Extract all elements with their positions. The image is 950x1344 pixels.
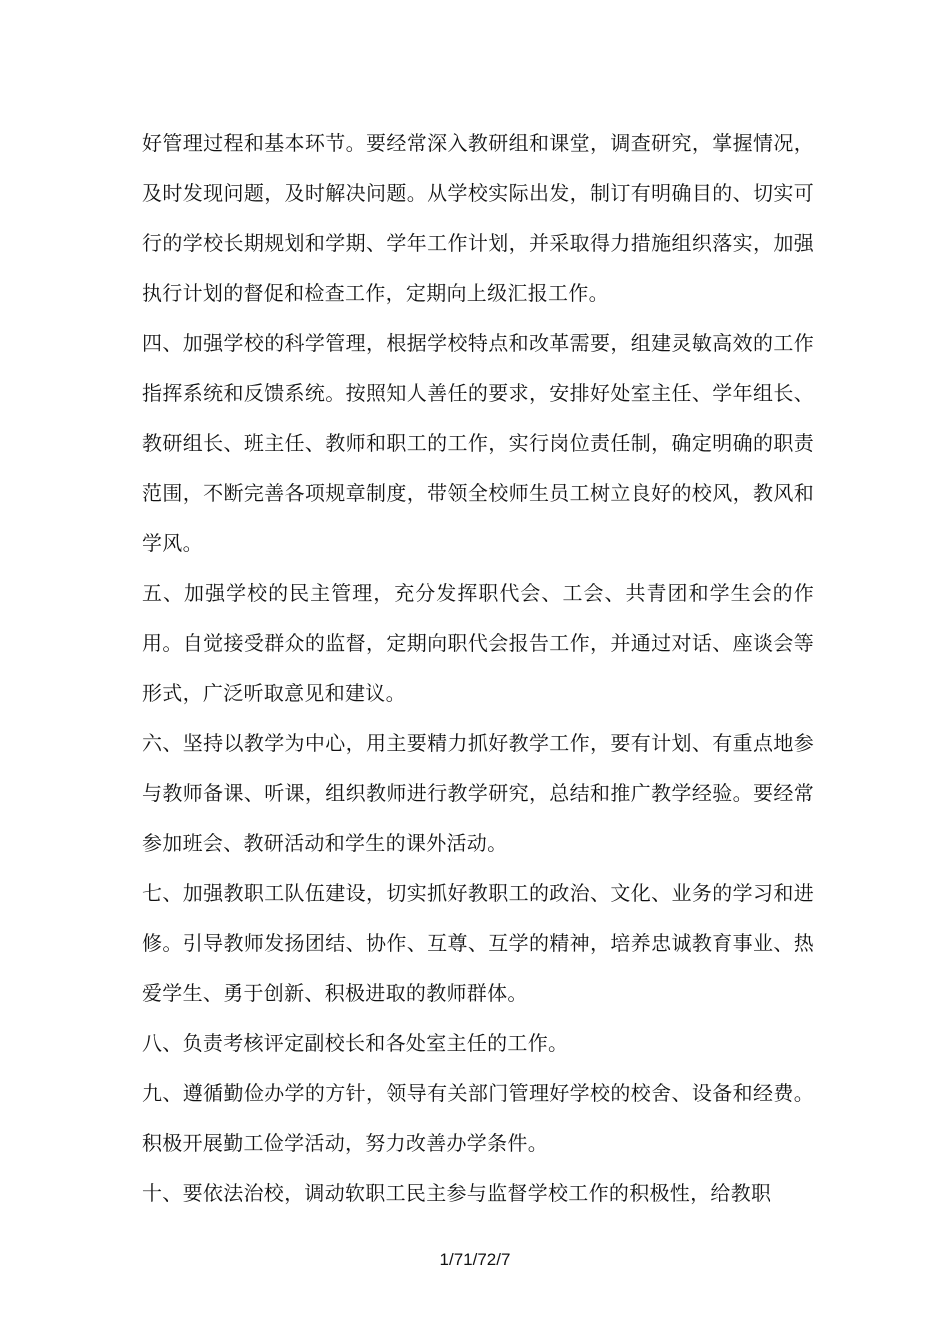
paragraph-item-9: 九、遵循勤俭办学的方针，领导有关部门管理好学校的校舍、设备和经费。积极开展勤工俭学活动，努力改善办学条件。 (142, 1081, 814, 1155)
page-number: 1/71/72/7 (439, 1250, 511, 1269)
paragraph-item-5: 五、加强学校的民主管理，充分发挥职代会、工会、共青团和学生会的作用。自觉接受群众的监督，定期向职代会报告工作，并通过对话、座谈会等形式，广泛听取意见和建议。 (142, 581, 814, 705)
document-body (142, 118, 814, 1218)
paragraph-item-7: 七、加强教职工队伍建设，切实抓好教职工的政治、文化、业务的学习和进修。引导教师发扬团结、协作、互尊、互学的精神，培养忠诚教育事业、热爱学生、勇于创新、积极进取的教师群体。 (142, 881, 814, 1005)
paragraph-item-4: 四、加强学校的科学管理，根据学校特点和改革需要，组建灵敏高效的工作指挥系统和反馈系统。按照知人善任的要求，安排好处室主任、学年组长、教研组长、班主任、教师和职工的工作，实行岗位责任制，确定明确的职责范围，不断完善各项规章制度，带领全校师生员工树立良好的校风，教风和学风。 (142, 331, 814, 555)
paragraph-continued: 好管理过程和基本环节。要经常深入教研组和课堂，调查研究，掌握情况，及时发现问题，及时解决问题。从学校实际出发，制订有明确目的、切实可行的学校长期规划和学期、学年工作计划，并采取得力措施组织落实，加强执行计划的督促和检查工作，定期向上级汇报工作。 (142, 131, 814, 305)
paragraph-item-6: 六、坚持以教学为中心，用主要精力抓好教学工作，要有计划、有重点地参与教师备课、听课，组织教师进行教学研究，总结和推广教学经验。要经常参加班会、教研活动和学生的课外活动。 (142, 731, 814, 855)
paragraph-item-10: 十、要依法治校，调动软职工民主参与监督学校工作的积极性，给教职 (142, 1181, 772, 1205)
paragraph-item-8: 八、负责考核评定副校长和各处室主任的工作。 (142, 1031, 569, 1055)
